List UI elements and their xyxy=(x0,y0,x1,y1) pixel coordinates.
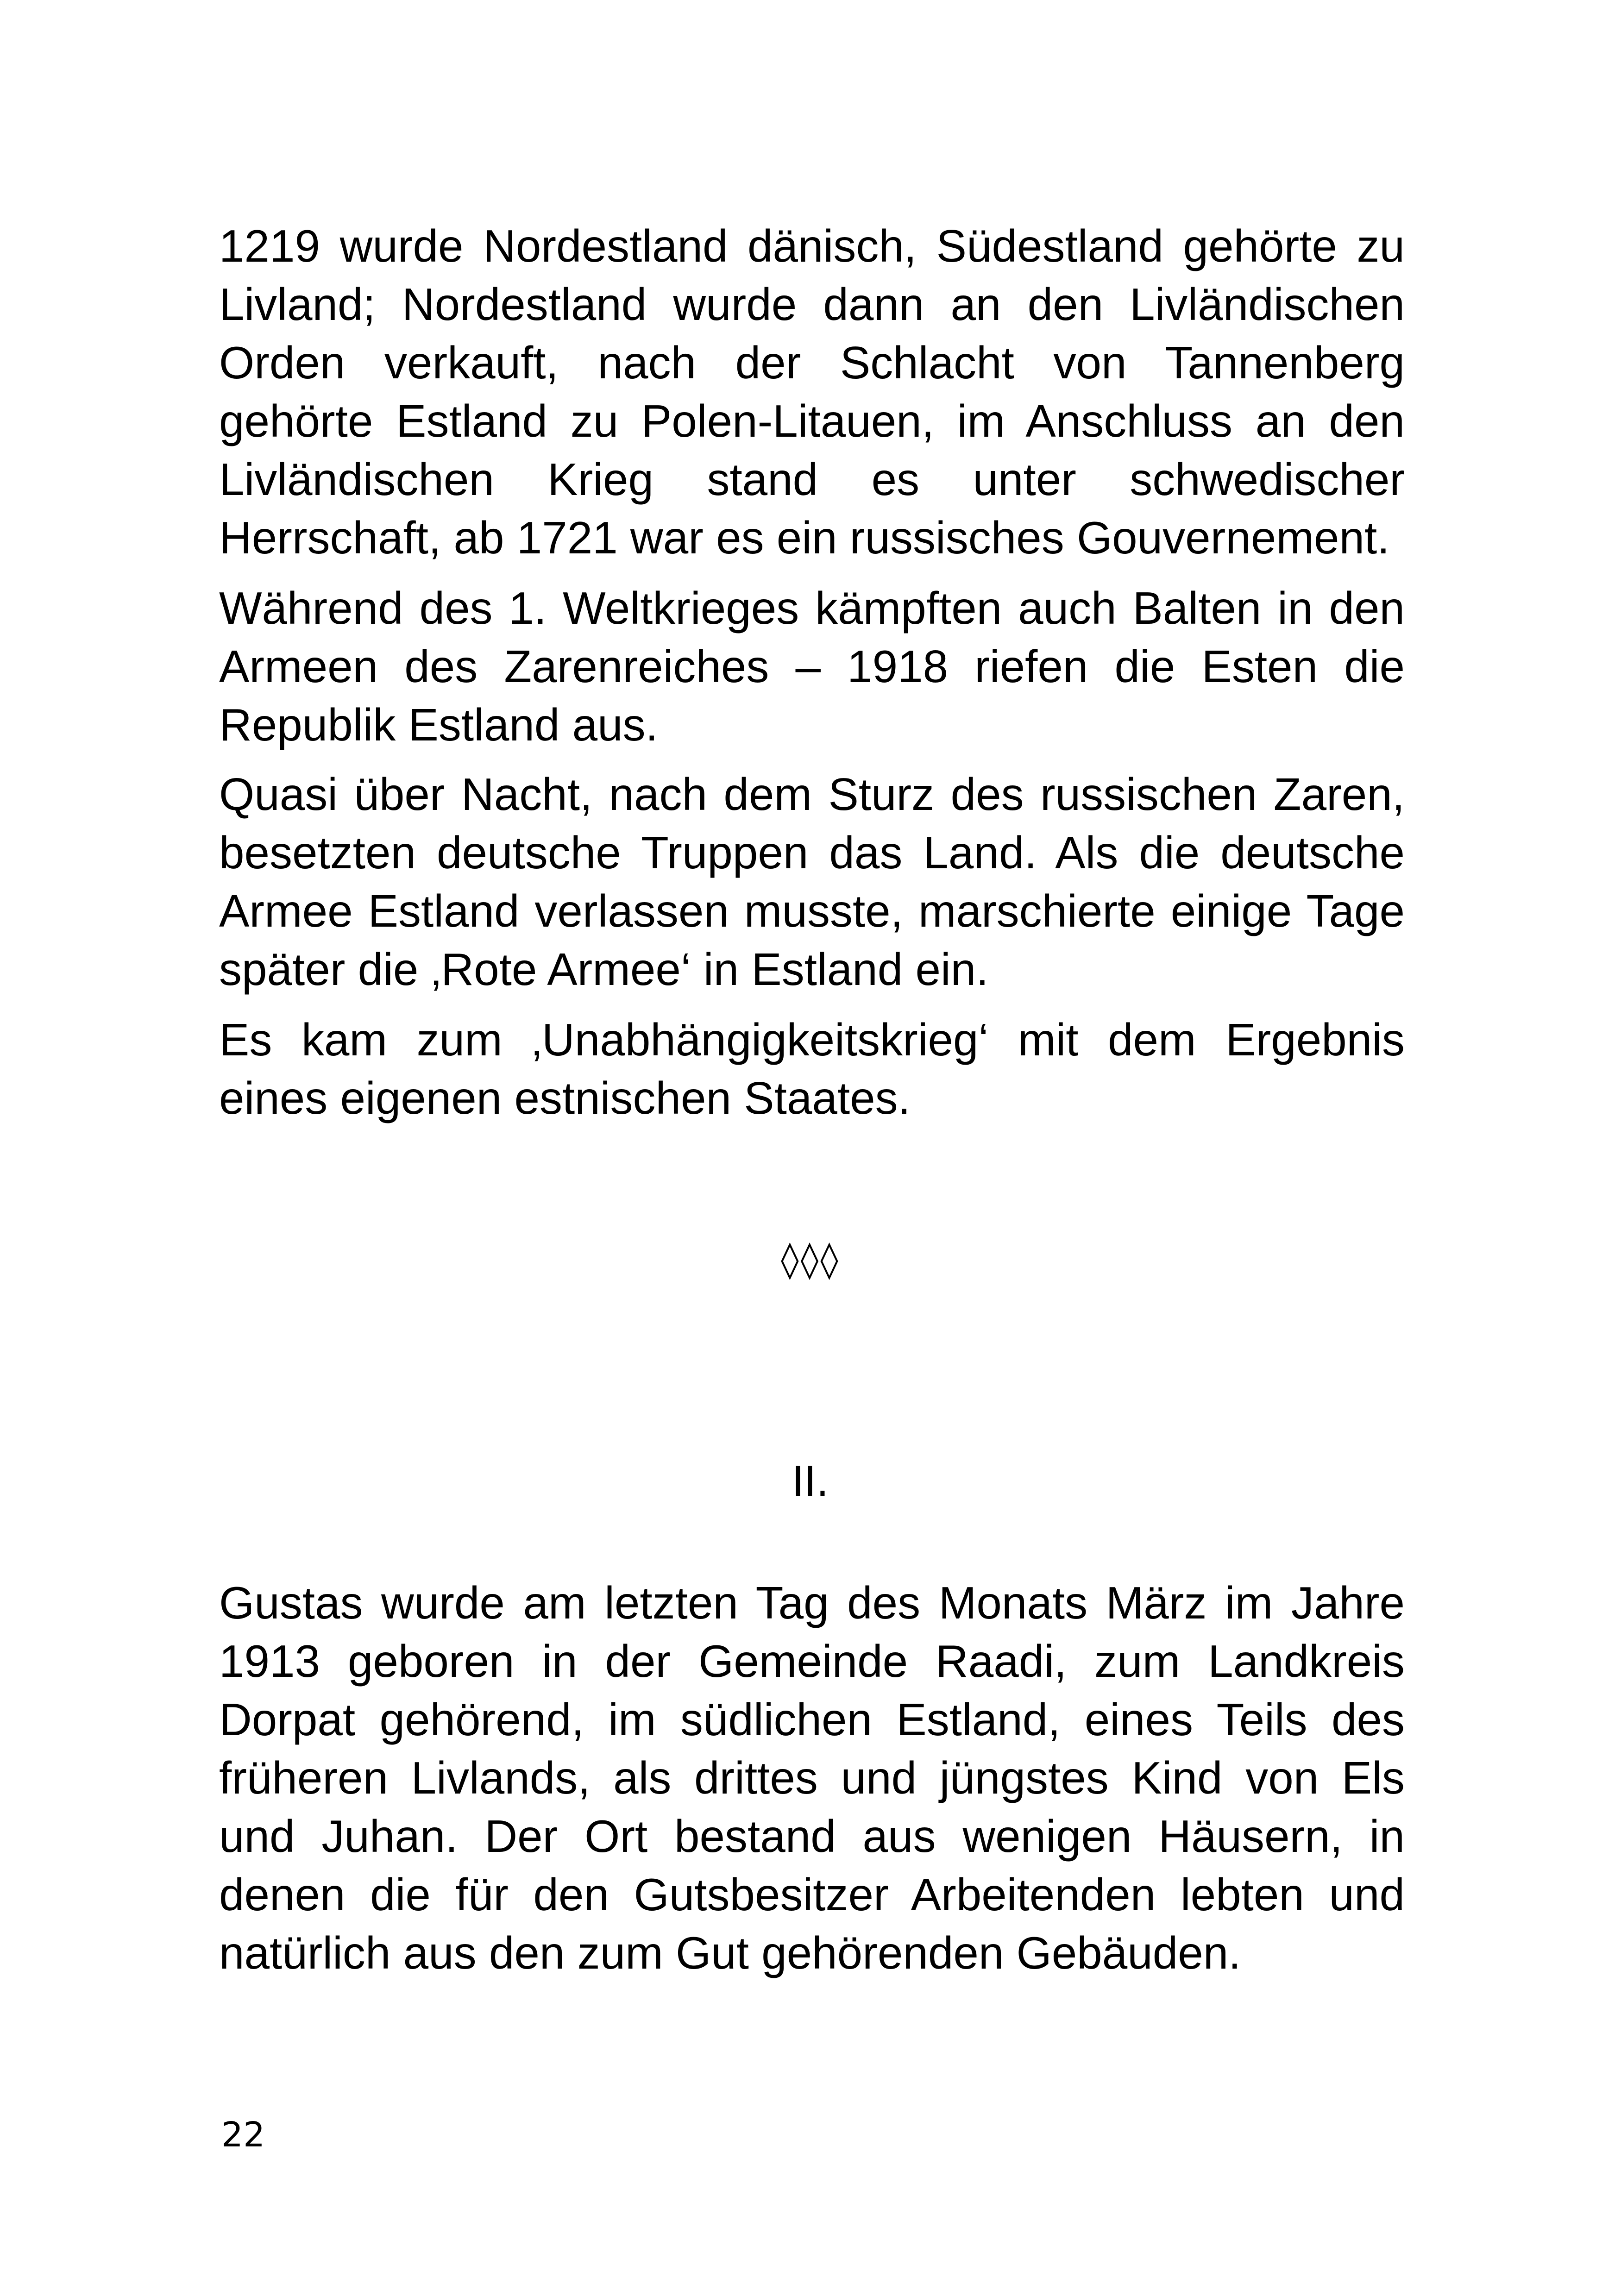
paragraph-history-estland: 1219 wurde Nordestland dänisch, Südestland gehörte zu Livland; Nordestland wurde dann an den Livländischen Orden verkauft, nach der Schlacht von Tannenberg gehörte Estland zu Polen-Litauen, im Anschluss an den Livländischen Krieg stand es unter schwedischer Herrschaft, ab 1721 war es ein russisches Gouvernement. xyxy=(219,220,1405,563)
paragraph-occupation: Quasi über Nacht, nach dem Sturz des russischen Zaren, besetzten deutsche Truppen das Land. Als die deutsche Armee Estland verlassen musste, marschierte einige Tage später die ‚Rote Armee‘ in Estland ein. xyxy=(219,769,1405,995)
paragraph-independence-war: Es kam zum ‚Unabhängigkeitskrieg‘ mit dem Ergebnis eines eigenen estnischen Staates. xyxy=(219,1014,1405,1123)
paragraph-gustas-birth: Gustas wurde am letzten Tag des Monats März im Jahre 1913 geboren in der Gemeinde Raadi, zum Landkreis Dorpat gehörend, im südlichen Estland, eines Teils des früheren Livlands, als drittes und jüngstes Kind von Els und Juhan. Der Ort bestand aus wenigen Häusern, in denen die für den Gutsbesitzer Arbeitenden lebten und natürlich aus den zum Gut gehörenden Gebäuden. xyxy=(219,1577,1405,1978)
chapter-heading: II. xyxy=(792,1458,829,1506)
paragraph-world-war: Während des 1. Weltkrieges kämpften auch Balten in den Armeen des Zarenreiches – 1918 riefen die Esten die Republik Estland aus. xyxy=(219,583,1405,750)
page-number: 22 xyxy=(221,2115,265,2155)
section-divider-ornament: ◊◊◊ xyxy=(781,1239,840,1280)
